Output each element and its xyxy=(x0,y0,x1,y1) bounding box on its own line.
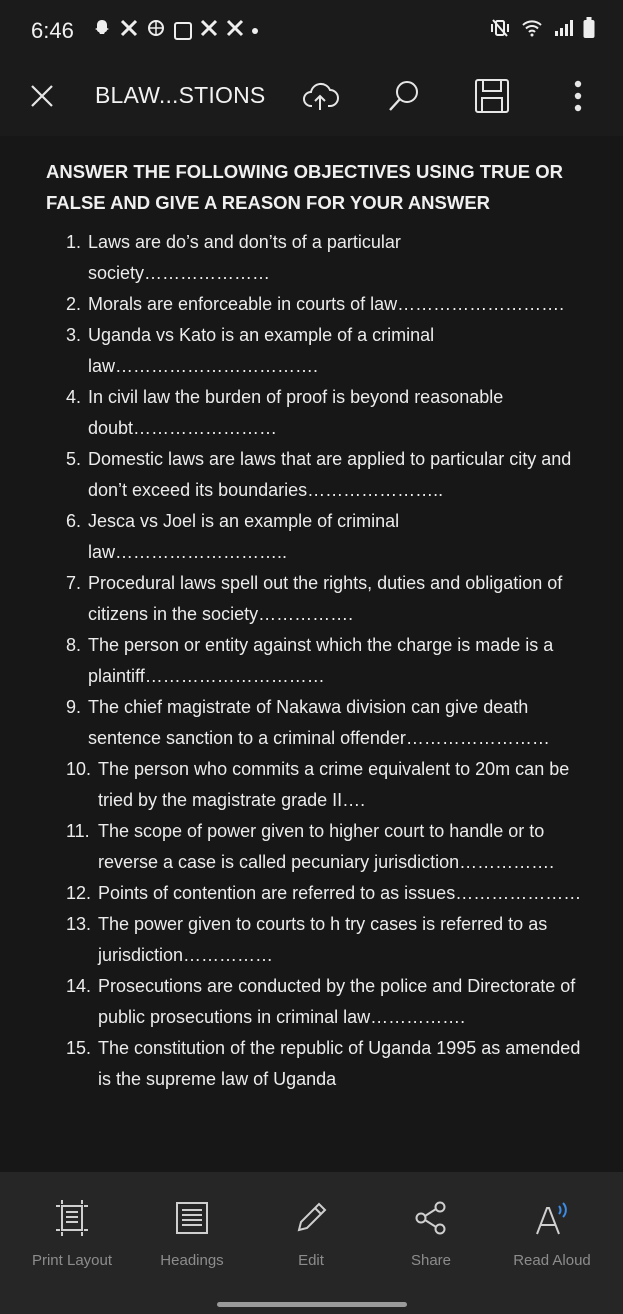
gallery-app-icon xyxy=(174,22,192,40)
edit-button[interactable] xyxy=(251,1198,371,1269)
bottom-toolbar xyxy=(0,1172,623,1314)
list-item-number: 14. xyxy=(66,976,92,996)
document-content[interactable] xyxy=(0,136,623,1172)
battery-icon xyxy=(583,17,595,44)
notification-icons xyxy=(92,18,258,44)
list-item-text: Morals are enforceable in courts of law………………………. xyxy=(88,294,565,314)
signal-icon xyxy=(553,19,573,42)
list-item-number: 9. xyxy=(66,697,82,717)
list-item xyxy=(66,630,586,692)
list-item-number: 8. xyxy=(66,635,82,655)
document-title[interactable]: BLAW...STIONS xyxy=(95,82,266,108)
list-item xyxy=(66,444,586,506)
read-aloud-button[interactable] xyxy=(492,1198,612,1269)
pinwheel-icon xyxy=(146,18,166,44)
list-item xyxy=(66,909,586,971)
read-aloud-icon xyxy=(532,1198,572,1238)
list-item-text: The person or entity against which the charge is made is a plaintiff………………………… xyxy=(88,635,554,686)
list-item-number: 12. xyxy=(66,883,92,903)
list-item-number: 11. xyxy=(66,821,90,841)
share-icon xyxy=(411,1198,451,1238)
pencil-icon xyxy=(291,1198,331,1238)
close-icon xyxy=(24,78,60,114)
x-app-icon xyxy=(200,19,218,43)
list-item xyxy=(66,320,586,382)
list-item-number: 15. xyxy=(66,1038,92,1058)
save-button[interactable] xyxy=(472,76,512,116)
list-item xyxy=(66,289,586,320)
read-aloud-label: Read Aloud xyxy=(513,1252,591,1269)
share-label: Share xyxy=(410,1252,452,1269)
wifi-icon xyxy=(521,19,543,42)
list-item-text: Laws are do’s and don’ts of a particular society………………… xyxy=(88,232,401,283)
save-icon xyxy=(472,76,512,116)
list-item xyxy=(66,971,586,1033)
list-item xyxy=(66,754,586,816)
list-item xyxy=(66,506,586,568)
app-bar xyxy=(0,62,623,136)
x-app-icon xyxy=(226,19,244,43)
list-item-text: Prosecutions are conducted by the police and Directorate of public prosecutions in criminal law……………. xyxy=(98,976,576,1027)
list-item-number: 2. xyxy=(66,294,82,314)
list-item xyxy=(66,1033,586,1095)
x-app-icon xyxy=(120,19,138,43)
document-heading: ANSWER THE FOLLOWING OBJECTIVES USING TRUE OR FALSE AND GIVE A REASON FOR YOUR ANSWER xyxy=(46,161,563,213)
cloud-upload-button[interactable] xyxy=(300,76,340,116)
more-options-button[interactable] xyxy=(558,76,598,116)
search-icon xyxy=(384,76,424,116)
list-item-text: Uganda vs Kato is an example of a criminal law……………………………. xyxy=(88,325,435,376)
list-item-text: The person who commits a crime equivalent to 20m can be tried by the magistrate grade II…. xyxy=(98,759,570,810)
print-layout-label: Print Layout xyxy=(31,1252,113,1269)
vibrate-mute-icon xyxy=(489,18,511,43)
close-button[interactable] xyxy=(24,78,60,114)
list-item-text: Jesca vs Joel is an example of criminal law……………………….. xyxy=(88,511,400,562)
list-item-number: 3. xyxy=(66,325,82,345)
list-item-number: 6. xyxy=(66,511,82,531)
more-vertical-icon xyxy=(558,76,598,116)
list-item xyxy=(66,382,586,444)
list-item-number: 7. xyxy=(66,573,82,593)
list-item xyxy=(66,568,586,630)
snapchat-icon xyxy=(92,18,112,44)
list-item-number: 10. xyxy=(66,759,92,779)
list-item-text: The power given to courts to h try cases is referred to as jurisdiction…………… xyxy=(98,914,548,965)
list-item-text: The chief magistrate of Nakawa division can give death sentence sanction to a criminal offender…………………… xyxy=(88,697,550,748)
list-item-number: 4. xyxy=(66,387,82,407)
list-item xyxy=(66,692,586,754)
list-item-text: In civil law the burden of proof is beyond reasonable doubt…………………… xyxy=(88,387,504,438)
system-icons xyxy=(489,17,595,44)
more-notifications-dot-icon xyxy=(252,28,258,34)
cloud-upload-icon xyxy=(300,76,340,116)
list-item xyxy=(66,227,586,289)
list-item-text: The scope of power given to higher court to handle or to reverse a case is called pecuniary jurisdiction……………. xyxy=(98,821,555,872)
print-layout-icon xyxy=(52,1198,92,1238)
list-item xyxy=(66,816,586,878)
edit-label: Edit xyxy=(298,1252,324,1269)
list-item-text: The constitution of the republic of Uganda 1995 as amended is the supreme law of Uganda xyxy=(98,1038,581,1089)
share-button[interactable] xyxy=(371,1198,491,1269)
list-item-number: 5. xyxy=(66,449,82,469)
headings-label: Headings xyxy=(160,1252,224,1269)
list-item-number: 13. xyxy=(66,914,92,934)
list-item-text: Procedural laws spell out the rights, duties and obligation of citizens in the society……………. xyxy=(88,573,563,624)
list-item-text: Points of contention are referred to as issues………………… xyxy=(98,883,582,903)
home-indicator[interactable] xyxy=(217,1302,407,1307)
headings-icon xyxy=(172,1198,212,1238)
headings-button[interactable] xyxy=(132,1198,252,1269)
status-time: 6:46 xyxy=(31,18,74,43)
list-item-text: Domestic laws are laws that are applied to particular city and don’t exceed its boundaries………………….. xyxy=(88,449,572,500)
question-list xyxy=(66,227,586,1095)
status-bar xyxy=(0,0,623,62)
list-item xyxy=(66,878,586,909)
print-layout-button[interactable] xyxy=(12,1198,132,1269)
search-button[interactable] xyxy=(384,76,424,116)
list-item-number: 1. xyxy=(66,232,82,252)
